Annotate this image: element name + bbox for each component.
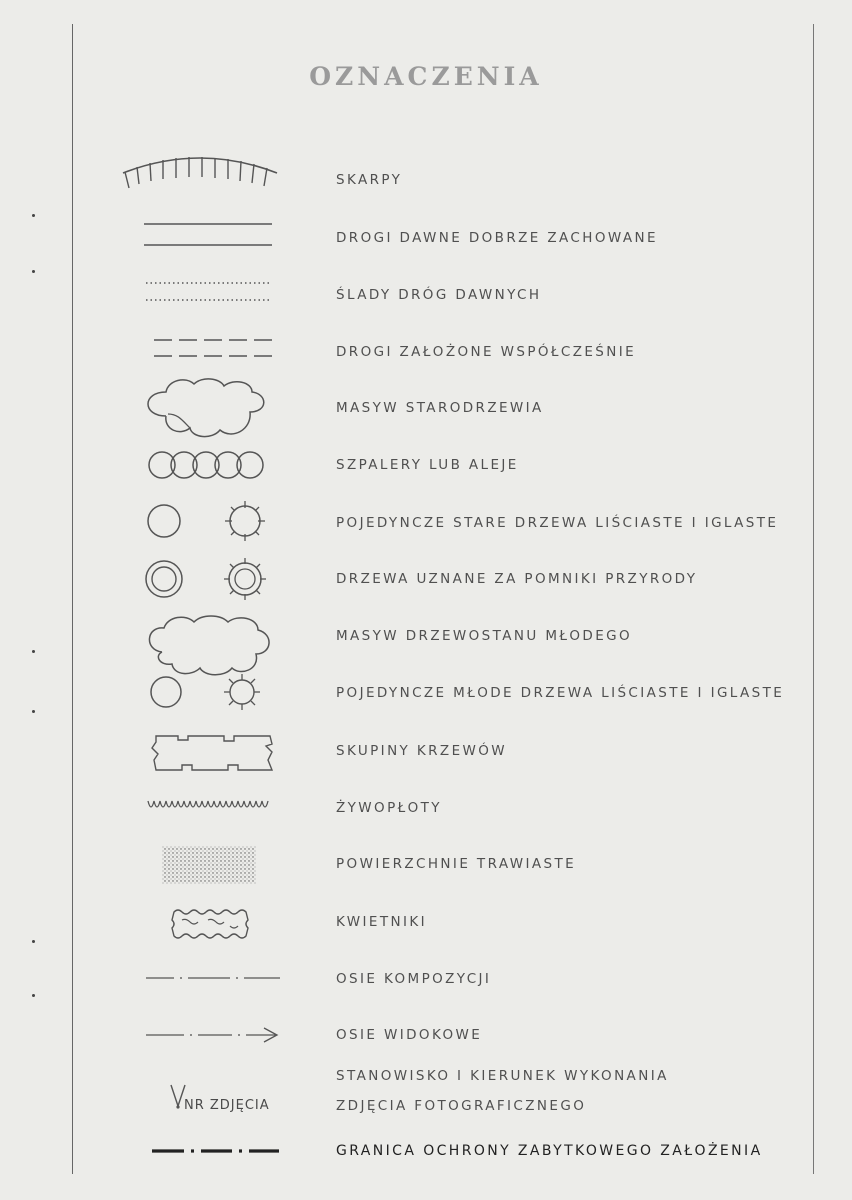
photo-number-label: NR ZDJĘCIA xyxy=(184,1098,270,1113)
legend-label-escarpments: SKARPY xyxy=(336,172,403,188)
dashed-road-icon xyxy=(148,333,278,363)
binding-mark xyxy=(32,994,35,997)
legend-label-modern-roads: DROGI ZAŁOŻONE WSPÓŁCZEŚNIE xyxy=(336,344,637,360)
shrub-group-icon xyxy=(148,730,278,776)
protection-boundary-icon xyxy=(148,1142,283,1160)
binding-mark xyxy=(32,710,35,713)
legend-label-photo-position-cont: ZDJĘCIA FOTOGRAFICZNEGO xyxy=(336,1098,587,1114)
legend-label-grass-areas: POWIERZCHNIE TRAWIASTE xyxy=(336,856,577,872)
legend-label-tree-rows: SZPALERY LUB ALEJE xyxy=(336,457,519,473)
young-single-trees-icon xyxy=(146,668,276,716)
legend-label-old-roads: DROGI DAWNE DOBRZE ZACHOWANE xyxy=(336,230,658,246)
grass-area-icon xyxy=(160,844,258,886)
monument-trees-icon xyxy=(142,555,277,603)
binding-mark xyxy=(32,650,35,653)
legend-label-flowerbeds: KWIETNIKI xyxy=(336,914,427,930)
view-axis-icon xyxy=(144,1024,284,1046)
legend-label-road-traces: ŚLADY DRÓG DAWNYCH xyxy=(336,287,542,303)
legend-label-shrub-groups: SKUPINY KRZEWÓW xyxy=(336,743,508,759)
old-tree-mass-icon xyxy=(138,374,273,444)
legend-label-hedges: ŻYWOPŁOTY xyxy=(336,800,442,816)
page-title: OZNACZENIA xyxy=(309,62,543,91)
legend-label-young-tree-mass: MASYW DRZEWOSTANU MŁODEGO xyxy=(336,628,633,644)
legend-label-photo-position: STANOWISKO I KIERUNEK WYKONANIA xyxy=(336,1068,669,1084)
binding-mark xyxy=(32,270,35,273)
binding-mark xyxy=(32,940,35,943)
escarpment-icon xyxy=(115,148,285,198)
legend-label-view-axes: OSIE WIDOKOWE xyxy=(336,1027,483,1043)
legend-label-young-single-trees: POJEDYNCZE MŁODE DRZEWA LIŚCIASTE I IGLASTE xyxy=(336,685,785,701)
legend-label-monument-trees: DRZEWA UZNANE ZA POMNIKI PRZYRODY xyxy=(336,571,698,587)
binding-mark xyxy=(32,214,35,217)
hedge-icon xyxy=(146,795,271,817)
double-line-road-icon xyxy=(140,218,275,252)
legend-label-old-tree-mass: MASYW STARODRZEWIA xyxy=(336,400,544,416)
flowerbed-icon xyxy=(168,906,254,942)
legend-label-composition-axes: OSIE KOMPOZYCJI xyxy=(336,971,492,987)
tree-row-icon xyxy=(144,448,268,482)
composition-axis-icon xyxy=(144,968,284,988)
dotted-road-icon xyxy=(140,276,275,306)
old-single-trees-icon xyxy=(142,498,277,544)
legend-label-protection-boundary: GRANICA OCHRONY ZABYTKOWEGO ZAŁOŻENIA xyxy=(336,1143,763,1159)
legend-label-old-single-trees: POJEDYNCZE STARE DRZEWA LIŚCIASTE I IGLASTE xyxy=(336,515,779,531)
